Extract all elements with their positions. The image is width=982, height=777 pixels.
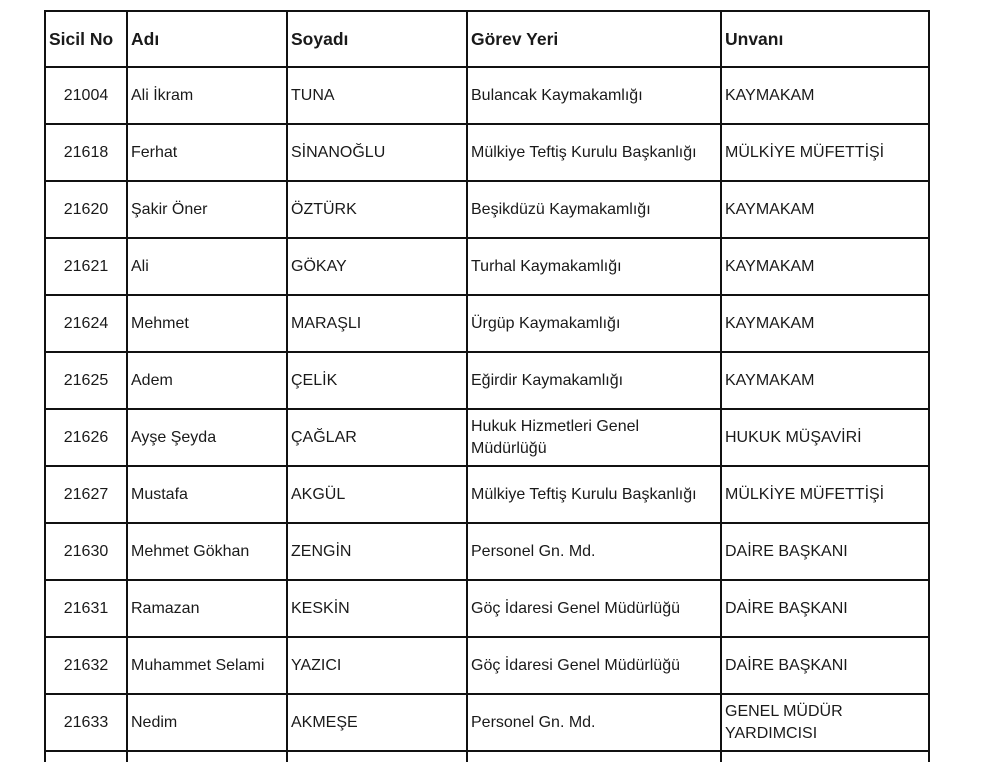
cell-sicil-no: 21632	[45, 637, 127, 694]
header-sicil-no: Sicil No	[45, 11, 127, 67]
cell-unvani: KAYMAKAM	[721, 67, 929, 124]
empty-cell	[287, 751, 467, 762]
personnel-table	[44, 10, 930, 762]
personnel-table-container	[44, 10, 928, 762]
cell-sicil-no: 21624	[45, 295, 127, 352]
table-row	[45, 67, 929, 124]
cell-soyadi: TUNA	[287, 67, 467, 124]
header-soyadi: Soyadı	[287, 11, 467, 67]
cell-adi: Ramazan	[127, 580, 287, 637]
cell-gorev-yeri: Personel Gn. Md.	[467, 523, 721, 580]
cell-sicil-no: 21620	[45, 181, 127, 238]
table-body	[45, 67, 929, 762]
cell-sicil-no: 21631	[45, 580, 127, 637]
table-row	[45, 352, 929, 409]
table-row	[45, 466, 929, 523]
cell-adi: Ali İkram	[127, 67, 287, 124]
cell-unvani: KAYMAKAM	[721, 295, 929, 352]
header-unvani: Unvanı	[721, 11, 929, 67]
cell-soyadi: AKMEŞE	[287, 694, 467, 751]
cell-gorev-yeri: Göç İdaresi Genel Müdürlüğü	[467, 637, 721, 694]
table-row	[45, 181, 929, 238]
cell-gorev-yeri: Personel Gn. Md.	[467, 694, 721, 751]
partial-table-row	[45, 751, 929, 762]
cell-soyadi: ÇAĞLAR	[287, 409, 467, 466]
table-row	[45, 637, 929, 694]
cell-adi: Muhammet Selami	[127, 637, 287, 694]
table-row	[45, 580, 929, 637]
table-row	[45, 124, 929, 181]
cell-unvani: KAYMAKAM	[721, 181, 929, 238]
cell-gorev-yeri: Mülkiye Teftiş Kurulu Başkanlığı	[467, 466, 721, 523]
cell-sicil-no: 21618	[45, 124, 127, 181]
cell-gorev-yeri: Mülkiye Teftiş Kurulu Başkanlığı	[467, 124, 721, 181]
cell-gorev-yeri: Hukuk Hizmetleri Genel Müdürlüğü	[467, 409, 721, 466]
cell-gorev-yeri: Beşikdüzü Kaymakamlığı	[467, 181, 721, 238]
cell-soyadi: MARAŞLI	[287, 295, 467, 352]
cell-soyadi: ÖZTÜRK	[287, 181, 467, 238]
cell-adi: Ali	[127, 238, 287, 295]
cell-unvani: GENEL MÜDÜR YARDIMCISI	[721, 694, 929, 751]
cell-adi: Ferhat	[127, 124, 287, 181]
cell-gorev-yeri: Eğirdir Kaymakamlığı	[467, 352, 721, 409]
header-adi: Adı	[127, 11, 287, 67]
cell-sicil-no: 21627	[45, 466, 127, 523]
cell-soyadi: ZENGİN	[287, 523, 467, 580]
cell-sicil-no: 21633	[45, 694, 127, 751]
empty-cell	[45, 751, 127, 762]
table-row	[45, 694, 929, 751]
cell-adi: Nedim	[127, 694, 287, 751]
cell-unvani: DAİRE BAŞKANI	[721, 523, 929, 580]
cell-adi: Mehmet	[127, 295, 287, 352]
cell-unvani: MÜLKİYE MÜFETTİŞİ	[721, 466, 929, 523]
cell-adi: Adem	[127, 352, 287, 409]
cell-unvani: DAİRE BAŞKANI	[721, 637, 929, 694]
header-gorev-yeri: Görev Yeri	[467, 11, 721, 67]
cell-sicil-no: 21621	[45, 238, 127, 295]
cell-sicil-no: 21004	[45, 67, 127, 124]
cell-adi: Mustafa	[127, 466, 287, 523]
cell-adi: Şakir Öner	[127, 181, 287, 238]
cell-soyadi: SİNANOĞLU	[287, 124, 467, 181]
cell-soyadi: YAZICI	[287, 637, 467, 694]
cell-adi: Mehmet Gökhan	[127, 523, 287, 580]
cell-gorev-yeri: Bulancak Kaymakamlığı	[467, 67, 721, 124]
table-row	[45, 523, 929, 580]
empty-cell	[127, 751, 287, 762]
cell-unvani: MÜLKİYE MÜFETTİŞİ	[721, 124, 929, 181]
cell-soyadi: ÇELİK	[287, 352, 467, 409]
cell-soyadi: GÖKAY	[287, 238, 467, 295]
cell-sicil-no: 21626	[45, 409, 127, 466]
table-row	[45, 295, 929, 352]
cell-soyadi: KESKİN	[287, 580, 467, 637]
table-row	[45, 238, 929, 295]
cell-gorev-yeri: Ürgüp Kaymakamlığı	[467, 295, 721, 352]
cell-unvani: KAYMAKAM	[721, 352, 929, 409]
cell-unvani: DAİRE BAŞKANI	[721, 580, 929, 637]
cell-adi: Ayşe Şeyda	[127, 409, 287, 466]
header-row	[45, 11, 929, 67]
cell-sicil-no: 21630	[45, 523, 127, 580]
empty-cell	[467, 751, 721, 762]
cell-gorev-yeri: Göç İdaresi Genel Müdürlüğü	[467, 580, 721, 637]
cell-unvani: KAYMAKAM	[721, 238, 929, 295]
cell-soyadi: AKGÜL	[287, 466, 467, 523]
table-row	[45, 409, 929, 466]
empty-cell	[721, 751, 929, 762]
cell-unvani: HUKUK MÜŞAVİRİ	[721, 409, 929, 466]
cell-sicil-no: 21625	[45, 352, 127, 409]
cell-gorev-yeri: Turhal Kaymakamlığı	[467, 238, 721, 295]
